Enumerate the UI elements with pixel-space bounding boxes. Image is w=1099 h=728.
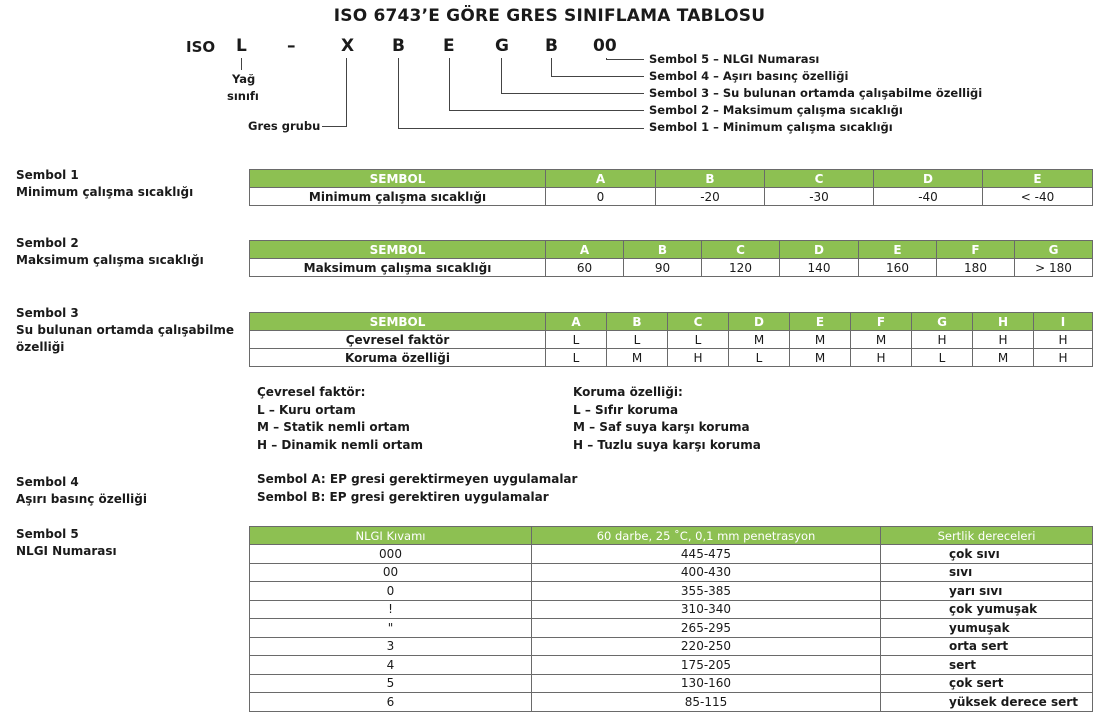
table-row [250, 563, 1093, 582]
annotation-s3: Sembol 3 – Su bulunan ortamda çalışabilme özelliği [649, 86, 983, 100]
header-cell: D [729, 313, 790, 331]
connector-x-v [346, 58, 347, 126]
table-cell: -20 [656, 188, 765, 206]
header-cell: B [656, 170, 765, 188]
table-row [250, 656, 1093, 675]
header-cell: G [1015, 241, 1093, 259]
hardness: yarı sıvı [881, 582, 1093, 601]
nlgi-class: 6 [250, 693, 532, 712]
table-header-row [250, 527, 1093, 545]
connector-x-h [322, 126, 347, 127]
legend-prot-title: Koruma özelliği: [573, 385, 683, 399]
table-cell: H [668, 349, 729, 367]
legend-prot-item: M – Saf suya karşı koruma [573, 420, 750, 434]
section2-label-line2: Maksimum çalışma sıcaklığı [16, 253, 204, 267]
header-cell: F [937, 241, 1015, 259]
legend-prot [573, 384, 761, 454]
penetration: 175-205 [532, 656, 881, 675]
section4-label-line1: Sembol 4 [16, 475, 79, 489]
section3-label [16, 305, 234, 356]
penetration: 445-475 [532, 545, 881, 564]
connector-s2-h [449, 110, 644, 111]
header-cell: H [973, 313, 1034, 331]
header-cell: E [983, 170, 1093, 188]
header-cell: NLGI Kıvamı [250, 527, 532, 545]
code-x: X [341, 36, 355, 56]
code-00: 00 [593, 36, 617, 56]
table-sembol2 [249, 240, 1093, 277]
header-cell: SEMBOL [250, 313, 546, 331]
table-cell: 160 [859, 259, 937, 277]
nlgi-class: 0 [250, 582, 532, 601]
nlgi-class: 5 [250, 674, 532, 693]
table-cell: H [912, 331, 973, 349]
row-label: Maksimum çalışma sıcaklığı [250, 259, 546, 277]
connector-l [241, 58, 242, 70]
hardness: çok sert [881, 674, 1093, 693]
section5-label-line2: NLGI Numarası [16, 544, 117, 558]
table-header-row [250, 241, 1093, 259]
section2-label-line1: Sembol 2 [16, 236, 79, 250]
table-cell: L [546, 331, 607, 349]
connector-s4-v [551, 58, 552, 76]
connector-s3-v [501, 58, 502, 93]
table-cell: -30 [765, 188, 874, 206]
hardness: çok yumuşak [881, 600, 1093, 619]
header-cell: SEMBOL [250, 241, 546, 259]
header-cell: D [780, 241, 859, 259]
section4-label-line2: Aşırı basınç özelliği [16, 492, 147, 506]
nlgi-class: 3 [250, 637, 532, 656]
code-e: E [443, 36, 455, 56]
row-label: Minimum çalışma sıcaklığı [250, 188, 546, 206]
code-g: G [495, 36, 509, 56]
code-dash: – [287, 36, 296, 56]
legend-env-item: M – Statik nemli ortam [257, 420, 410, 434]
annotation-gres-grubu: Gres grubu [248, 119, 321, 133]
section5-label [16, 526, 117, 560]
penetration: 265-295 [532, 619, 881, 638]
nlgi-class: 4 [250, 656, 532, 675]
annotation-s1: Sembol 1 – Minimum çalışma sıcaklığı [649, 120, 893, 134]
table-cell: M [851, 331, 912, 349]
nlgi-class: ! [250, 600, 532, 619]
annotation-yag: Yağ [232, 72, 256, 86]
table-cell: < -40 [983, 188, 1093, 206]
header-cell: C [702, 241, 780, 259]
code-b1: B [392, 36, 405, 56]
legend-env-item: L – Kuru ortam [257, 402, 356, 417]
annotation-s2: Sembol 2 – Maksimum çalışma sıcaklığı [649, 103, 903, 117]
table-row [250, 188, 1093, 206]
nlgi-class: 000 [250, 545, 532, 564]
section4-label [16, 474, 147, 508]
table-cell: 90 [624, 259, 702, 277]
table-cell: H [973, 331, 1034, 349]
table-cell: > 180 [1015, 259, 1093, 277]
section4-lines [257, 471, 577, 506]
page-title: ISO 6743’E GÖRE GRES SINIFLAMA TABLOSU [333, 6, 766, 26]
table-row [250, 259, 1093, 277]
hardness: çok sıvı [881, 545, 1093, 564]
table-row [250, 545, 1093, 564]
hardness: yumuşak [881, 619, 1093, 638]
penetration: 85-115 [532, 693, 881, 712]
connector-s4-h [551, 76, 644, 77]
header-cell: A [546, 170, 656, 188]
section4-line-a: Sembol A: EP gresi gerektirmeyen uygulamalar [257, 472, 578, 486]
table-cell: L [546, 349, 607, 367]
penetration: 310-340 [532, 600, 881, 619]
penetration: 220-250 [532, 637, 881, 656]
penetration: 130-160 [532, 674, 881, 693]
code-b2: B [545, 36, 558, 56]
header-cell: 60 darbe, 25 ˚C, 0,1 mm penetrasyon [532, 527, 881, 545]
header-cell: E [790, 313, 851, 331]
table-cell: L [668, 331, 729, 349]
row-label: Çevresel faktör [250, 331, 546, 349]
annotation-s5: Sembol 5 – NLGI Numarası [649, 52, 820, 66]
section1-label [16, 167, 193, 201]
legend-env-title: Çevresel faktör: [257, 385, 366, 399]
nlgi-class: " [250, 619, 532, 638]
header-cell: C [668, 313, 729, 331]
header-cell: SEMBOL [250, 170, 546, 188]
table-row [250, 331, 1093, 349]
table-cell: 140 [780, 259, 859, 277]
connector-s3-h [501, 93, 644, 94]
penetration: 355-385 [532, 582, 881, 601]
header-cell: A [546, 313, 607, 331]
header-cell: B [607, 313, 668, 331]
nlgi-class: 00 [250, 563, 532, 582]
penetration: 400-430 [532, 563, 881, 582]
header-cell: G [912, 313, 973, 331]
connector-s1-h [398, 128, 644, 129]
hardness: yüksek derece sert [881, 693, 1093, 712]
table-cell: M [729, 331, 790, 349]
table-row [250, 693, 1093, 712]
table-cell: -40 [874, 188, 983, 206]
table-row [250, 637, 1093, 656]
table-cell: L [729, 349, 790, 367]
table-cell: M [790, 349, 851, 367]
table-header-row [250, 313, 1093, 331]
section3-label-line3: özelliği [16, 340, 65, 354]
legend-prot-item: L – Sıfır koruma [573, 402, 679, 417]
table-cell: 60 [546, 259, 624, 277]
table-cell: H [1034, 349, 1093, 367]
code-iso: ISO [186, 38, 216, 56]
table-header-row [250, 170, 1093, 188]
table-cell: M [790, 331, 851, 349]
table-cell: 0 [546, 188, 656, 206]
table-row [250, 674, 1093, 693]
legend-env-item: H – Dinamik nemli ortam [257, 437, 423, 452]
table-row [250, 619, 1093, 638]
table-sembol3 [249, 312, 1093, 367]
table-nlgi [249, 526, 1093, 712]
header-cell: D [874, 170, 983, 188]
row-label: Koruma özelliği [250, 349, 546, 367]
connector-s1-v [398, 58, 399, 128]
header-cell: B [624, 241, 702, 259]
header-cell: Sertlik dereceleri [881, 527, 1093, 545]
hardness: sert [881, 656, 1093, 675]
table-cell: L [607, 331, 668, 349]
section3-label-line2: Su bulunan ortamda çalışabilme [16, 323, 235, 337]
section4-line-b: Sembol B: EP gresi gerektiren uygulamalar [257, 489, 549, 504]
annotation-sinifi: sınıfı [227, 89, 259, 103]
section1-label-line1: Sembol 1 [16, 168, 79, 182]
section3-label-line1: Sembol 3 [16, 306, 79, 320]
code-l: L [236, 36, 247, 56]
header-cell: E [859, 241, 937, 259]
table-cell: 180 [937, 259, 1015, 277]
table-cell: L [912, 349, 973, 367]
header-cell: A [546, 241, 624, 259]
connector-s2-v [449, 58, 450, 110]
connector-s5-h [606, 59, 644, 60]
header-cell: C [765, 170, 874, 188]
table-cell: H [1034, 331, 1093, 349]
annotation-s4: Sembol 4 – Aşırı basınç özelliği [649, 69, 849, 83]
section5-label-line1: Sembol 5 [16, 527, 79, 541]
hardness: orta sert [881, 637, 1093, 656]
table-cell: 120 [702, 259, 780, 277]
section2-label [16, 235, 204, 269]
table-cell: M [607, 349, 668, 367]
table-row [250, 349, 1093, 367]
section1-label-line2: Minimum çalışma sıcaklığı [16, 185, 194, 199]
table-row [250, 600, 1093, 619]
table-cell: H [851, 349, 912, 367]
header-cell: I [1034, 313, 1093, 331]
header-cell: F [851, 313, 912, 331]
table-sembol1 [249, 169, 1093, 206]
table-row [250, 582, 1093, 601]
legend-env [257, 384, 423, 454]
hardness: sıvı [881, 563, 1093, 582]
legend-prot-item: H – Tuzlu suya karşı koruma [573, 437, 761, 452]
table-cell: M [973, 349, 1034, 367]
